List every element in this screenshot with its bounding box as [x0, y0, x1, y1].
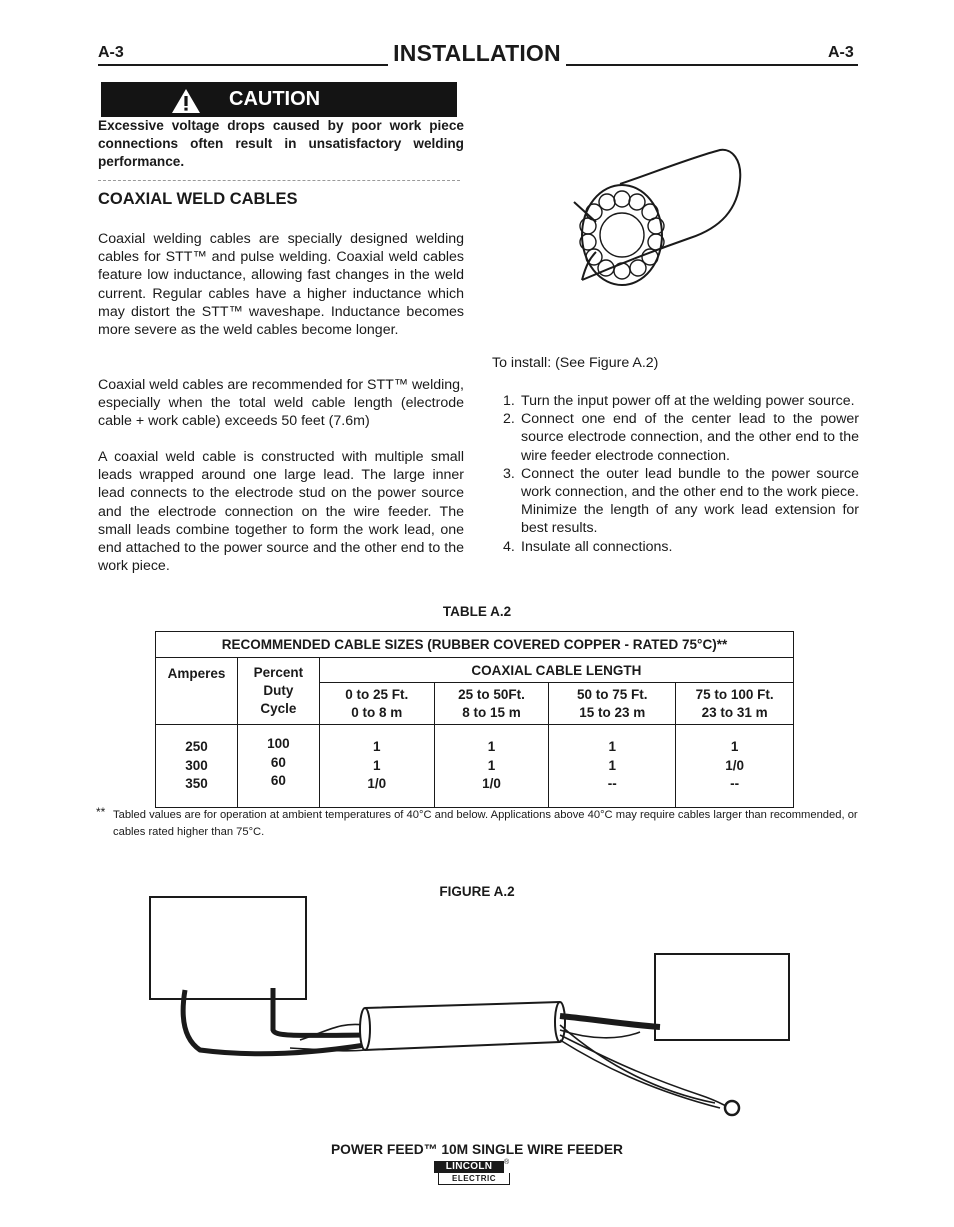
table-title: TABLE A.2 [442, 604, 512, 619]
caution-banner [101, 82, 457, 117]
footnote-mark: ** [96, 805, 106, 819]
install-step: 3. Connect the outer lead bundle to the power source work connection, and the other end to the work piece. Minimize the length of any work lead extension for best results. [503, 465, 859, 537]
footer-product-name: POWER FEED™ 10M SINGLE WIRE FEEDER [330, 1142, 624, 1157]
table-cell-size: 1 1/0 -- [676, 725, 794, 808]
install-intro: To install: (See Figure A.2) [492, 355, 659, 371]
caution-label: CAUTION [229, 88, 321, 110]
table-main-header: RECOMMENDED CABLE SIZES (RUBBER COVERED COPPER - RATED 75°C)** [156, 632, 794, 658]
paragraph-construction: A coaxial weld cable is constructed with multiple small leads wrapped around one large lead. The large inner lead connects to the electrode stud on the power source and the electrode connection on the wire feeder. The small leads combine together to form the work lead, one end attached to the power source and the other end to the work piece. [98, 449, 464, 575]
page-title: INSTALLATION [393, 40, 561, 66]
coaxial-connection-illustration [140, 890, 800, 1140]
divider [98, 180, 460, 181]
registered-mark: ® [504, 1159, 510, 1166]
install-step: 1. Turn the input power off at the welding power source. [503, 393, 855, 409]
warning-icon [171, 88, 201, 114]
brand-logo [434, 1161, 510, 1185]
table-cell-size: 1 1 -- [549, 725, 676, 808]
paragraph-intro: Coaxial welding cables are specially designed welding cables for STT™ and pulse welding. Coaxial weld cables feature low inductance, allowing fast changes in the weld current. Regular cables have a higher inductance which may distort the STT™ waveshape. Inductance becomes more severe as the weld cables become longer. [98, 231, 464, 339]
section-heading: COAXIAL WELD CABLES [98, 190, 298, 208]
table-cell-duty: 100 60 60 [237, 725, 319, 808]
page-number-right: A-3 [828, 44, 854, 61]
power-source-box [150, 897, 306, 999]
figure-title: FIGURE A.2 [439, 884, 515, 899]
wire-feeder-box [655, 954, 789, 1040]
column-header-length: 50 to 75 Ft. 15 to 23 m [549, 683, 676, 725]
column-header-length: 0 to 25 Ft. 0 to 8 m [319, 683, 434, 725]
column-header-cable-length: COAXIAL CABLE LENGTH [319, 658, 793, 683]
column-header-amperes: Amperes [156, 658, 238, 725]
table-cell-size: 1 1 1/0 [434, 725, 549, 808]
footnote: Tabled values are for operation at ambient temperatures of 40°C and below. Applications above 40°C may require cables larger than recommended, or cables rated higher than 75°C. [113, 809, 858, 838]
table-cell-amperes: 250 300 350 [156, 725, 238, 808]
logo-bottom-text: ELECTRIC [438, 1173, 510, 1185]
table-row [156, 725, 794, 808]
header-rule-right [566, 64, 858, 66]
column-header-length: 75 to 100 Ft. 23 to 31 m [676, 683, 794, 725]
coaxial-cable-illustration [570, 140, 750, 300]
install-step: 2. Connect one end of the center lead to the power source electrode connection, and the other end to the wire feeder electrode connection. [503, 411, 859, 464]
caution-text: Excessive voltage drops caused by poor work piece connections often result in unsatisfactory welding performance. [98, 118, 464, 169]
paragraph-recommendation: Coaxial weld cables are recommended for STT™ welding, especially when the total weld cable length (electrode cable + work cable) exceeds 50 feet (7.6m) [98, 377, 464, 430]
logo-top-text: LINCOLN [434, 1161, 504, 1173]
install-steps [503, 392, 859, 556]
table-cell-size: 1 1 1/0 [319, 725, 434, 808]
install-step: 4. Insulate all connections. [503, 538, 673, 555]
page-number-left: A-3 [98, 44, 124, 61]
cable-size-table [155, 631, 794, 808]
header-rule-left [98, 64, 388, 66]
column-header-duty-cycle: Percent Duty Cycle [237, 658, 319, 725]
column-header-length: 25 to 50Ft. 8 to 15 m [434, 683, 549, 725]
